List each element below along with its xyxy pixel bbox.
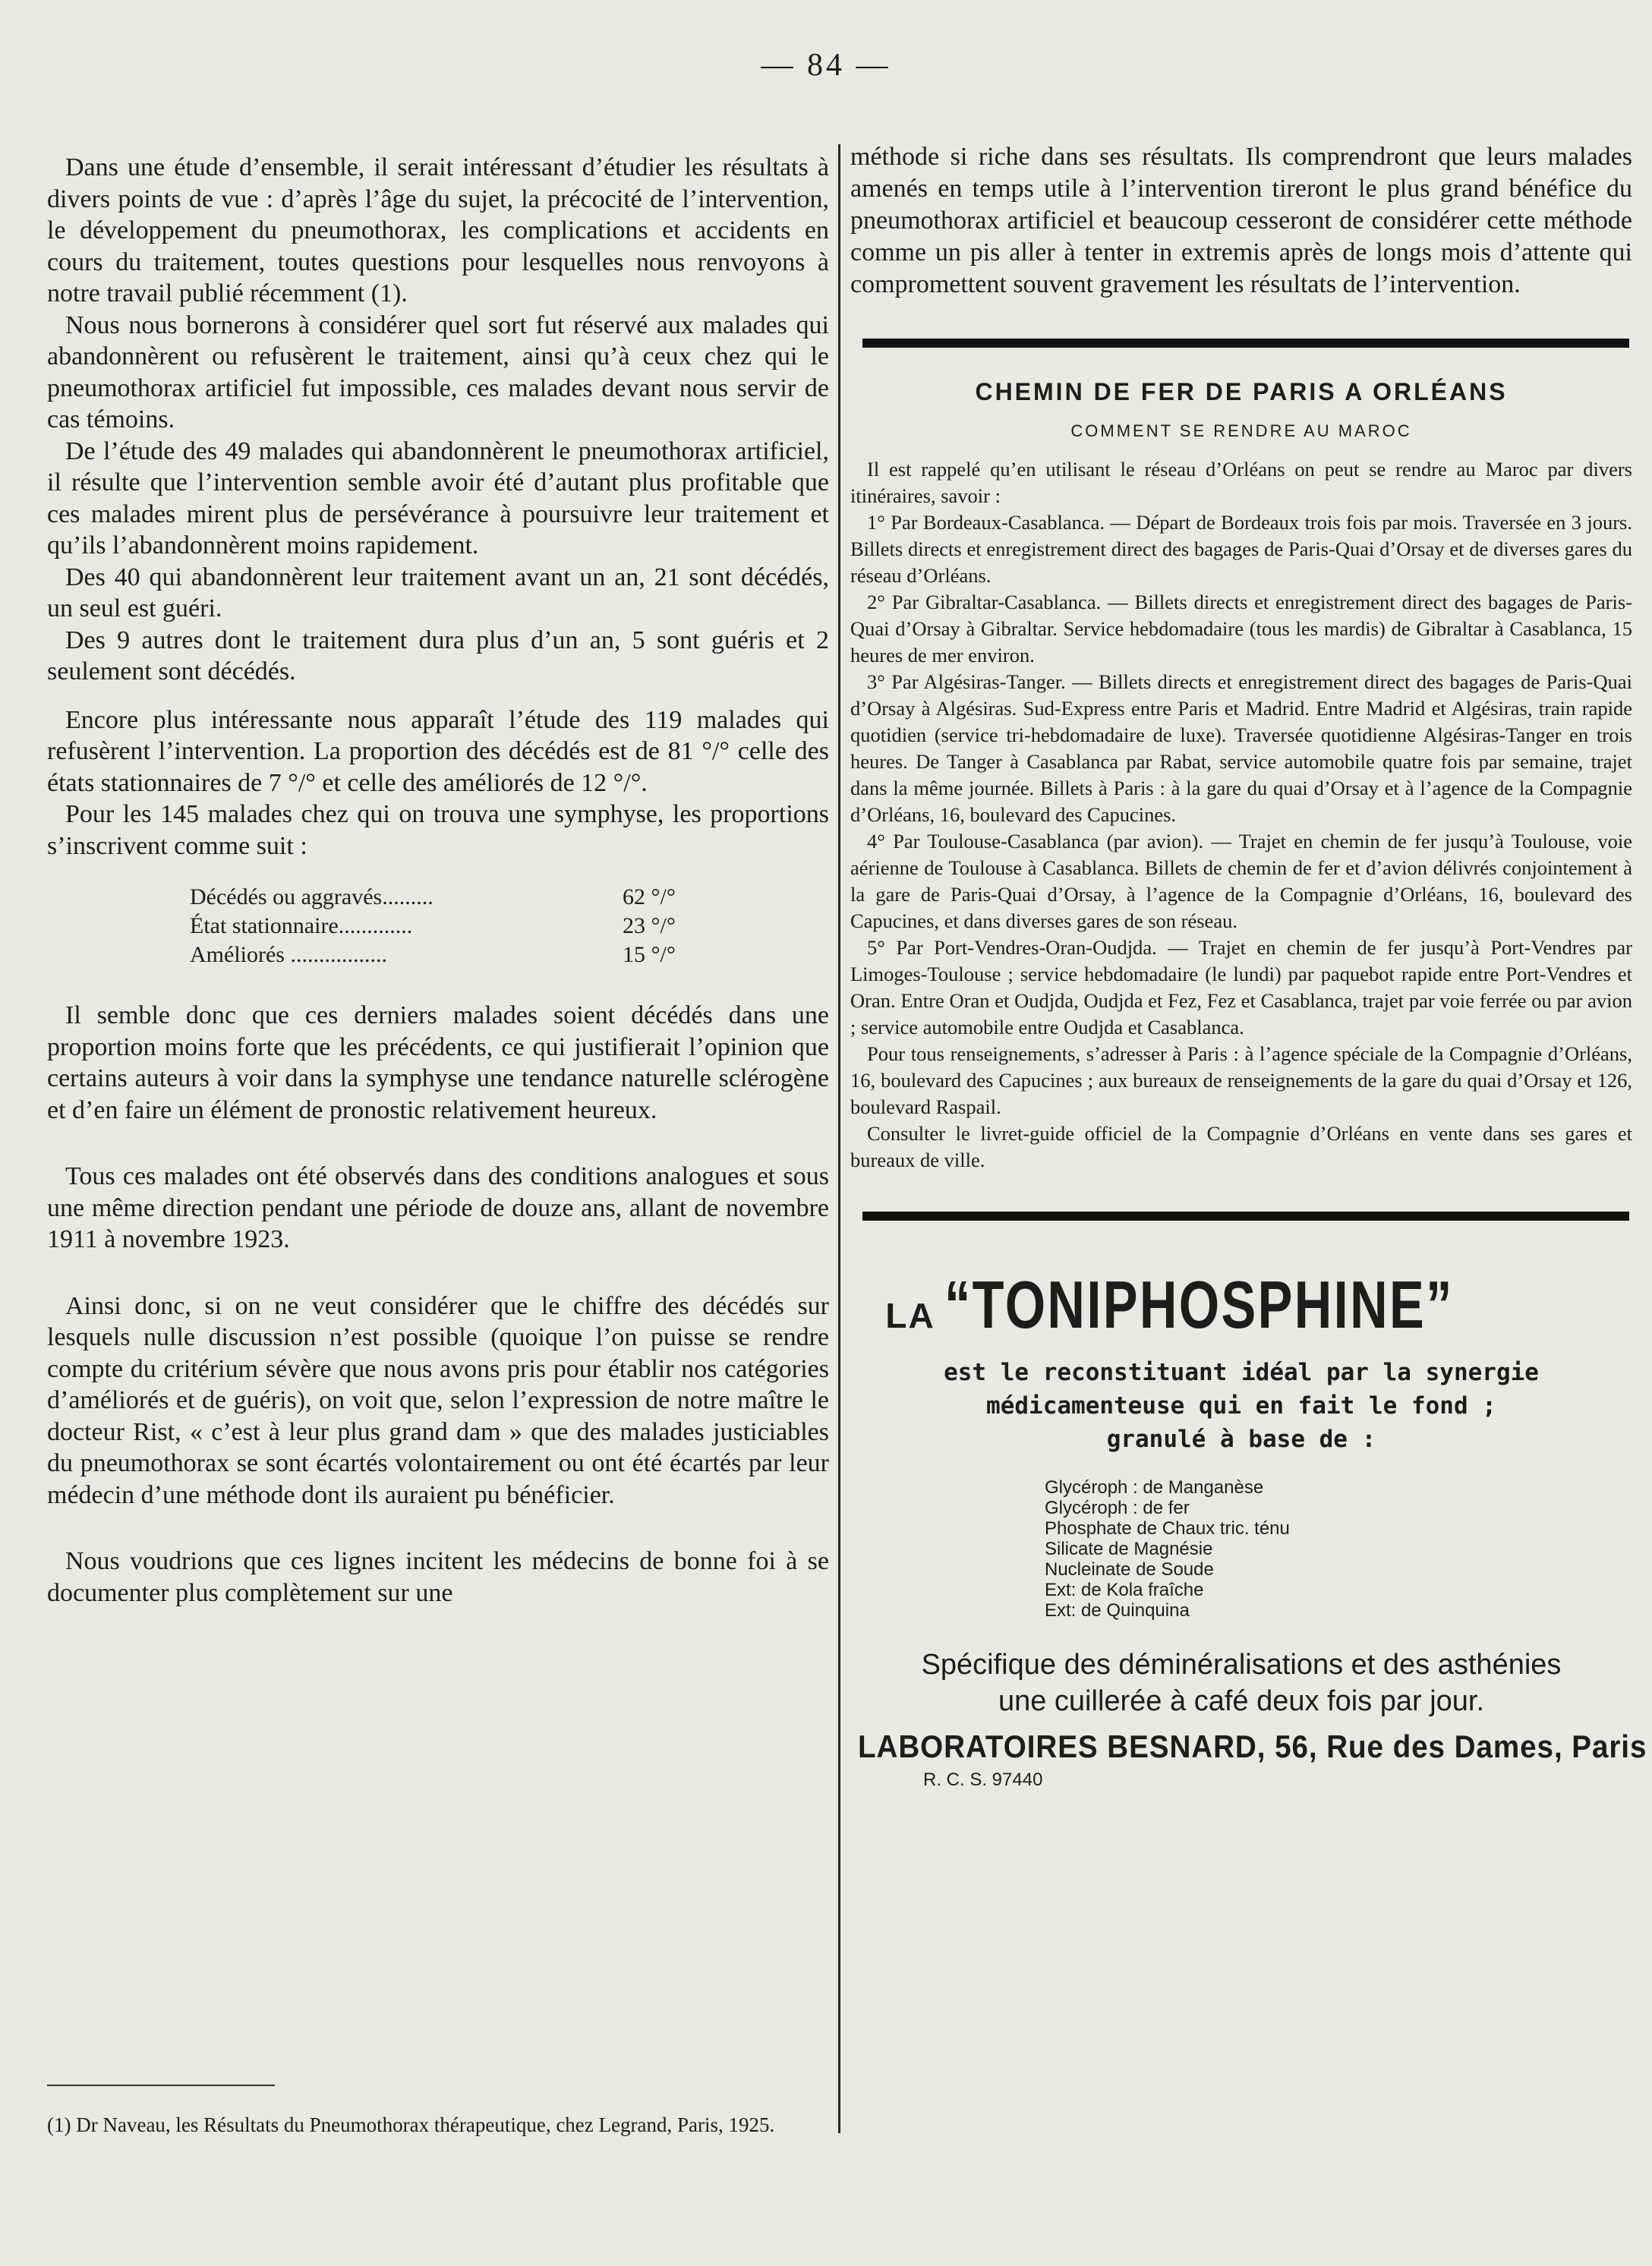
paragraph-period: Tous ces malades ont été observés dans des conditions analogues et sous une même direction pendant une période de douze ans, allant de novembre 1911 à novembre 1923.: [47, 1162, 829, 1253]
paragraph-overview: Dans une étude d’ensemble, il serait intéressant d’étudier les résultats à divers points de vue : d’après l’âge du sujet, la précocité de l’intervention, le développement du pneumothorax, les complications et accidents en cours du traitement, toutes questions pour lesquelles nous renvoyons à notre travail publié récemment (1).: [47, 153, 829, 307]
ad-tagline-line: granulé à base de :: [1106, 1426, 1376, 1453]
proportion-row: [190, 941, 714, 969]
composition-item: Ext: de Quinquina: [1045, 1600, 1190, 1621]
ad-title: [850, 1266, 1632, 1344]
proportion-value: 15 °/°: [623, 942, 676, 967]
right-column: [850, 141, 1647, 1791]
proportion-row: [190, 883, 714, 912]
railway-route-4: 4° Par Toulouse-Casablanca (par avion). — Trajet en chemin de fer jusqu’à Toulouse, voie aérienne de Toulouse à Casablanca. Billets de chemin de fer et d’avion délivrés conjointement à la gare de Paris-Quai d’Orsay, à l’agence de la Compagnie d’Orléans, 16, boulevard des Capucines, et dans diverses gares de son réseau.: [850, 830, 1632, 932]
composition-item: Phosphate de Chaux tric. ténu: [1045, 1518, 1290, 1539]
railway-intro: Il est rappelé qu’en utilisant le réseau d’Orléans on peut se rendre au Maroc par divers itinéraires, savoir :: [850, 458, 1632, 507]
railway-route-3: 3° Par Algésiras-Tanger. — Billets directs et enregistrement direct des bagages de Paris-Quai d’Orsay à Algésiras. Sud-Express entre Paris et Madrid. Entre Madrid et Algésiras, train rapide quotidien (service tri-hebdomadaire de luxe). Traversée quotidienne Algésiras-Tanger en trois heures. De Tanger à Casablanca par Rabat, service automobile quatre fois par semaine, trajet dans la même journée. Billets à Paris : à la gare du quai d’Orsay et à l’agence de la Compagnie d’Orléans, 16, boulevard des Capucines.: [850, 670, 1632, 826]
railway-route-1: 1° Par Bordeaux-Casablanca. — Départ de Bordeaux trois fois par mois. Traversée en 3 jours. Billets directs et enregistrement direct des bagages de Paris-Quai d’Orsay et de diverses gares du réseau d’Orléans.: [850, 511, 1632, 587]
proportion-value: 23 °/°: [623, 913, 676, 938]
ad-tagline-line: médicamenteuse qui en fait le fond ;: [986, 1392, 1496, 1420]
ad-laboratory: LABORATOIRES BESNARD, 56, Rue des Dames, Paris: [858, 1729, 1647, 1764]
paragraph-continuation: méthode si riche dans ses résultats. Ils comprendront que leurs malades amenés en temps utile à l’intervention tireront le plus grand bénéfice du pneumothorax artificiel et beaucoup cesseront de considérer cette méthode comme un pis aller à tenter in extremis après de longs mois d’attente qui compromettent souvent gravement les résultats de l’intervention.: [850, 143, 1632, 298]
ad-tagline: [850, 1356, 1632, 1456]
composition-item: Nucleinate de Soude: [1045, 1559, 1214, 1580]
railway-route-5: 5° Par Port-Vendres-Oran-Oudjda. — Trajet en chemin de fer jusqu’à Port-Vendres par Limoges-Toulouse ; service hebdomadaire (le lundi) par paquebot rapide entre Port-Vendres et Oran. Entre Oran et Oudjda, Oudjda et Fez, Fez et Casablanca, trajet par voie ferrée ou par avion ; service automobile entre Oudjda et Casablanca.: [850, 936, 1632, 1038]
paragraph-refused: Encore plus intéressante nous apparaît l’étude des 119 malades qui refusèrent l’intervention. La proportion des décédés est de 81 °/° celle des états stationnaires de 7 °/° et celle des améliorés de 12 °/°.: [47, 705, 829, 797]
proportion-label: État stationnaire.............: [190, 913, 413, 938]
paragraph-after-one-year: Des 9 autres dont le traitement dura plus d’un an, 5 sont guéris et 2 seulement sont décédés.: [47, 626, 829, 685]
column-divider: [838, 144, 840, 2133]
proportion-row: [190, 912, 714, 941]
ad-specific-line: une cuillerée à café deux fois par jour.: [998, 1685, 1485, 1717]
left-column: [47, 152, 829, 1609]
ad-specific-line: Spécifique des déminéralisations et des asthénies: [921, 1649, 1562, 1681]
composition-item: Silicate de Magnésie: [1045, 1539, 1213, 1559]
proportion-label: Décédés ou aggravés.........: [190, 884, 433, 909]
ad-tagline-line: est le reconstituant idéal par la synergie: [944, 1359, 1539, 1386]
railway-subtitle: COMMENT SE RENDRE AU MAROC: [1070, 421, 1412, 440]
toniphosphine-ad: [850, 1266, 1647, 1791]
paragraph-symphyse-conclusion: Il semble donc que ces derniers malades soient décédés dans une proportion moins forte que les précédents, ce qui justifierait l’opinion que certains auteurs à voir dans la symphyse une tendance naturelle sclérogène et d’en faire un élément de pronostic relativement heureux.: [47, 1001, 829, 1124]
railway-notice: [850, 378, 1632, 1174]
ad-brand: “TONIPHOSPHINE”: [944, 1267, 1454, 1342]
railway-info: Pour tous renseignements, s’adresser à Paris : à l’agence spéciale de la Compagnie d’Orléans, 16, boulevard des Capucines ; aux bureaux de renseignements de la gare du quai d’Orsay et 126, boulevard Raspail.: [850, 1042, 1632, 1118]
railway-title: CHEMIN DE FER DE PARIS A ORLÉANS: [975, 378, 1508, 405]
paragraph-symphyse: Pour les 145 malades chez qui on trouva une symphyse, les proportions s’inscrivent comme suit :: [47, 800, 829, 860]
section-rule: [862, 339, 1629, 348]
ad-specific: [850, 1647, 1632, 1719]
ad-composition: [1045, 1477, 1632, 1621]
paragraph-abandoned: De l’étude des 49 malades qui abandonnèrent le pneumothorax artificiel, il résulte que l’intervention semble avoir été d’autant plus profitable que ces malades mirent plus de persévérance à poursuivre leur traitement et qu’ils l’abandonnèrent moins rapidement.: [47, 436, 829, 559]
ad-rcs: R. C. S. 97440: [923, 1770, 1043, 1790]
proportions-table: [190, 883, 829, 969]
ad-prefix: LA: [885, 1296, 935, 1335]
page-number: — 84 —: [761, 48, 891, 83]
paragraph-conclusion: Ainsi donc, si on ne veut considérer que le chiffre des décédés sur lesquels nulle discussion n’est possible (quoique l’on puisse se rendre compte du critérium sévère que nous avons pris pour établir nos catégories d’améliorés et de guéris), on voit que, selon l’expression de notre maître le docteur Rist, « c’est à leur plus grand dam » que des malades justiciables du pneumothorax se sont écartés volontairement ou ont été écartés par leur médecin d’une méthode dont ils auraient pu bénéficier.: [47, 1291, 829, 1509]
composition-item: Glycéroph : de fer: [1045, 1498, 1190, 1518]
composition-item: Glycéroph : de Manganèse: [1045, 1477, 1264, 1498]
railway-route-2: 2° Par Gibraltar-Casablanca. — Billets directs et enregistrement direct des bagages de Paris-Quai d’Orsay à Gibraltar. Service hebdomadaire (tous les mardis) de Gibraltar à Casablanca, 15 heures de mer environ.: [850, 591, 1632, 667]
railway-guide: Consulter le livret-guide officiel de la Compagnie d’Orléans en vente dans ses gares et bureaux de ville.: [850, 1122, 1632, 1171]
paragraph-final: Nous voudrions que ces lignes incitent les médecins de bonne foi à se documenter plus complètement sur une: [47, 1547, 829, 1607]
footnote-rule: [47, 2085, 275, 2086]
section-rule: [862, 1212, 1629, 1221]
paragraph-scope: Nous nous bornerons à considérer quel sort fut réservé aux malades qui abandonnèrent ou refusèrent le traitement, ainsi qu’à ceux chez qui le pneumothorax artificiel fut impossible, ces malades devant nous servir de cas témoins.: [47, 310, 829, 433]
paragraph-before-one-year: Des 40 qui abandonnèrent leur traitement avant un an, 21 sont décédés, un seul est guéri.: [47, 563, 829, 622]
proportion-label: Améliorés .................: [190, 942, 387, 967]
footnote: (1) Dr Naveau, les Résultats du Pneumothorax thérapeutique, chez Legrand, Paris, 1925.: [47, 2113, 775, 2136]
composition-item: Ext: de Kola fraîche: [1045, 1580, 1204, 1600]
proportion-value: 62 °/°: [623, 884, 676, 909]
